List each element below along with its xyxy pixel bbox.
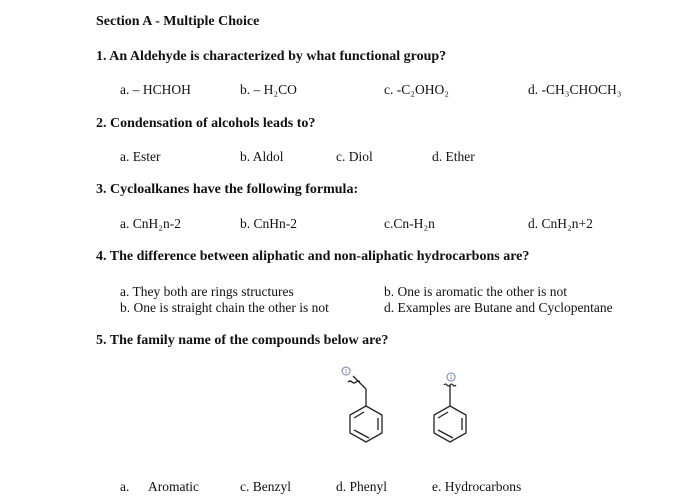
q5-option-d: d. Phenyl — [336, 479, 388, 494]
q5-option-a-text: Aromatic — [148, 479, 199, 494]
q3-option-a: a. CnH₂n-2 — [120, 216, 181, 231]
q3-option-d: d. CnH₂n+2 — [528, 216, 593, 231]
q2-option-d: d. Ether — [432, 149, 475, 164]
q4-option-a: a. They both are rings structures — [120, 284, 294, 299]
q2-option-c: c. Diol — [336, 149, 373, 164]
q1-option-c: c. -C₂OHO₂ — [384, 82, 449, 97]
q5-option-e: e. Hydrocarbons — [432, 479, 522, 494]
q4-option-d: d. Examples are Butane and Cyclopentane — [384, 300, 613, 315]
benzyl-structure-image — [336, 363, 396, 458]
question-3: 3. Cycloalkanes have the following formula: — [96, 182, 359, 197]
svg-text:1: 1 — [344, 369, 348, 375]
q1-option-d: d. -CH₃CHOCH₃ — [528, 82, 622, 97]
question-1: 1. An Aldehyde is characterized by what functional group? — [96, 49, 447, 64]
q4-option-b-straight: b. One is straight chain the other is not — [120, 300, 329, 315]
q2-option-a: a. Ester — [120, 149, 161, 164]
q3-option-c: c.Cn-H₂n — [384, 216, 435, 231]
q1-option-a: a. – HCHOH — [120, 82, 191, 97]
q4-option-b-aromatic: b. One is aromatic the other is not — [384, 284, 567, 299]
question-2: 2. Condensation of alcohols leads to? — [96, 116, 316, 131]
phenyl-structure-image — [420, 363, 480, 458]
section-title: Section A - Multiple Choice — [96, 14, 260, 29]
question-5: 5. The family name of the compounds below are? — [96, 333, 389, 348]
question-4: 4. The difference between aliphatic and non-aliphatic hydrocarbons are? — [96, 249, 530, 264]
q2-option-b: b. Aldol — [240, 149, 284, 164]
q5-option-c: c. Benzyl — [240, 479, 291, 494]
q3-option-b: b. CnHn-2 — [240, 216, 297, 231]
q5-option-a-letter: a. — [120, 479, 130, 494]
svg-text:1: 1 — [449, 375, 453, 381]
q1-option-b: b. – H₂CO — [240, 82, 297, 97]
